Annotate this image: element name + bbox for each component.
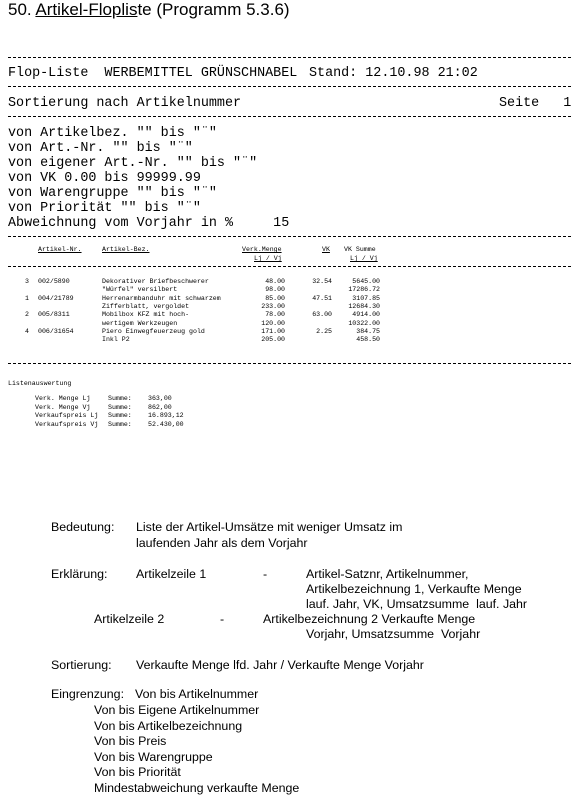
title-main: Artikel-Floplis (35, 0, 138, 19)
col-header-menge-sub: Lj / Vj (254, 255, 282, 262)
table-cell-summe: 3107.85 (352, 294, 380, 302)
eval-val: 16.893,12 (148, 412, 184, 419)
eingrenzung-item: Von bis Preis (94, 734, 167, 749)
table-cell-pri: 1 (25, 294, 29, 302)
table-cell-artnr: 005/8311 (38, 311, 70, 319)
table-cell-bez: Piero Einwegfeuerzeug gold (102, 327, 205, 335)
col-header-vk: VK (322, 246, 330, 253)
table-cell-summe: 4914.00 (352, 311, 380, 319)
eval-summe: Summe: (108, 403, 132, 411)
table-cell-bez: Inkl P2 (102, 336, 130, 344)
title-suffix: te (Programm 5.3.6) (137, 0, 290, 19)
col-header-artnr: Artikel-Nr. (38, 246, 82, 253)
erklaerung-text: Artikelbezeichnung 2 Verkaufte Menge (263, 612, 476, 626)
erklaerung-label: Erklärung: (51, 567, 108, 581)
table-cell-menge: 48.00 (265, 278, 285, 285)
table-cell-summe: 12684.30 (348, 302, 380, 310)
bedeutung-text: Liste der Artikel-Umsätze mit weniger Umsatz im (136, 520, 403, 534)
table-cell-vk: 2.25 (316, 327, 332, 335)
sort-label: Sortierung nach Artikelnummer (8, 96, 242, 111)
eval-label: Verkaufspreis Lj (35, 412, 99, 419)
erklaerung-text: Artikelbezeichnung 1, Verkaufte Menge (306, 582, 522, 596)
eingrenzung-item: Mindestabweichung verkaufte Menge (94, 781, 300, 795)
table-cell-menge: 205.00 (261, 336, 285, 344)
eval-summe: Summe: (108, 395, 132, 402)
col-header-bez: Artikel-Bez. (102, 246, 150, 253)
filter-line: von eigener Art.-Nr. "" bis "¨" (8, 156, 258, 171)
eingrenzung-label: Eingrenzung: (51, 687, 125, 701)
title-prefix: 50. (8, 0, 36, 19)
table-cell-pri: 4 (25, 327, 29, 335)
report-heading: Flop-Liste WERBEMITTEL GRÜNSCHNABEL (8, 66, 298, 81)
page-title (8, 0, 290, 20)
report-date: Stand: 12.10.98 21:02 (309, 66, 478, 81)
table-cell-summe: 384.75 (356, 327, 380, 335)
dash: - (263, 567, 268, 581)
table-cell-bez: Herrenarmbanduhr mit schwarzem (102, 294, 221, 302)
bedeutung-text: laufenden Jahr als dem Vorjahr (136, 536, 308, 550)
filter-line: Abweichnung vom Vorjahr in % 15 (8, 216, 290, 231)
table-cell-pri: 2 (25, 311, 29, 319)
eval-val: 363,00 (148, 395, 172, 402)
table-cell-summe: 10322.00 (348, 319, 380, 327)
table-cell-vk: 47.51 (312, 294, 332, 302)
filter-line: von VK 0.00 bis 99999.99 (8, 171, 201, 186)
eval-label: Verkaufspreis Vj (35, 420, 99, 428)
bedeutung-label: Bedeutung: (51, 520, 115, 534)
divider (8, 363, 571, 364)
eingrenzung-item: Von bis Artikelbezeichnung (94, 718, 243, 733)
table-cell-artnr: 002/5890 (38, 278, 70, 285)
erklaerung-text: Vorjahr, Umsatzsumme Vorjahr (306, 627, 481, 641)
erklaerung-text: Artikel-Satznr, Artikelnummer, (306, 567, 469, 581)
table-cell-bez: Zifferblatt, vergoldet (102, 302, 190, 310)
divider (8, 57, 571, 58)
eingrenzung-item: Von bis Warengruppe (94, 749, 213, 764)
table-cell-bez: wertigem Werkzeugen (102, 319, 178, 327)
table-cell-menge: 171.00 (261, 327, 285, 335)
table-cell-summe: 17286.72 (348, 286, 380, 294)
eval-label: Verk. Menge Vj (35, 403, 91, 411)
eval-val: 862,00 (148, 403, 172, 411)
filter-line: von Artikelbez. "" bis "¨" (8, 126, 217, 141)
eingrenzung-item: Von bis Priorität (94, 765, 181, 780)
table-cell-summe: 5645.00 (352, 278, 380, 285)
erklaerung-text: lauf. Jahr, VK, Umsatzsumme lauf. Jahr (306, 597, 528, 611)
sortierung-text: Verkaufte Menge lfd. Jahr / Verkaufte Menge Vorjahr (136, 658, 424, 672)
table-cell-bez: "Würfel" versilbert (102, 286, 178, 294)
erklaerung-zeile2: Artikelzeile 2 (94, 612, 165, 626)
table-cell-artnr: 006/31654 (38, 327, 74, 335)
col-header-menge: Verk.Menge (242, 246, 282, 253)
eval-label: Verk. Menge Lj (35, 395, 91, 402)
filter-line: von Art.-Nr. "" bis "¨" (8, 141, 193, 156)
table-cell-menge: 78.00 (265, 311, 285, 319)
erklaerung-zeile1: Artikelzeile 1 (136, 567, 207, 581)
page-number: Seite 1 (499, 96, 572, 111)
table-cell-summe: 458.50 (356, 336, 380, 344)
eval-summe: Summe: (108, 412, 132, 419)
table-cell-menge: 120.00 (261, 319, 285, 327)
col-header-summe-sub: Lj / Vj (350, 255, 378, 262)
divider (8, 266, 571, 267)
table-cell-bez: Mobilbox KFZ mit hoch- (102, 311, 190, 319)
table-cell-menge: 85.00 (265, 294, 285, 302)
divider (8, 236, 571, 237)
table-cell-vk: 32.54 (312, 278, 332, 285)
eval-val: 52.430,00 (148, 420, 184, 428)
eval-summe: Summe: (108, 420, 132, 428)
table-cell-vk: 63.00 (312, 311, 332, 319)
table-cell-menge: 98.00 (265, 286, 285, 294)
eingrenzung-item: Von bis Eigene Artikelnummer (94, 703, 260, 717)
col-header-summe: VK Summe (344, 246, 376, 253)
eingrenzung-item: Von bis Artikelnummer (135, 687, 259, 701)
divider (8, 86, 571, 87)
filter-line: von Warengruppe "" bis "¨" (8, 186, 217, 201)
table-cell-pri: 3 (25, 278, 29, 285)
eval-title: Listenauswertung (8, 380, 72, 387)
divider (8, 116, 571, 117)
sortierung-label: Sortierung: (51, 658, 112, 672)
dash: - (220, 612, 225, 626)
table-cell-bez: Dekorativer Briefbeschwerer (102, 278, 209, 285)
table-cell-menge: 233.00 (261, 302, 285, 310)
filter-line: von Priorität "" bis "¨" (8, 201, 201, 216)
table-cell-artnr: 004/21789 (38, 294, 74, 302)
